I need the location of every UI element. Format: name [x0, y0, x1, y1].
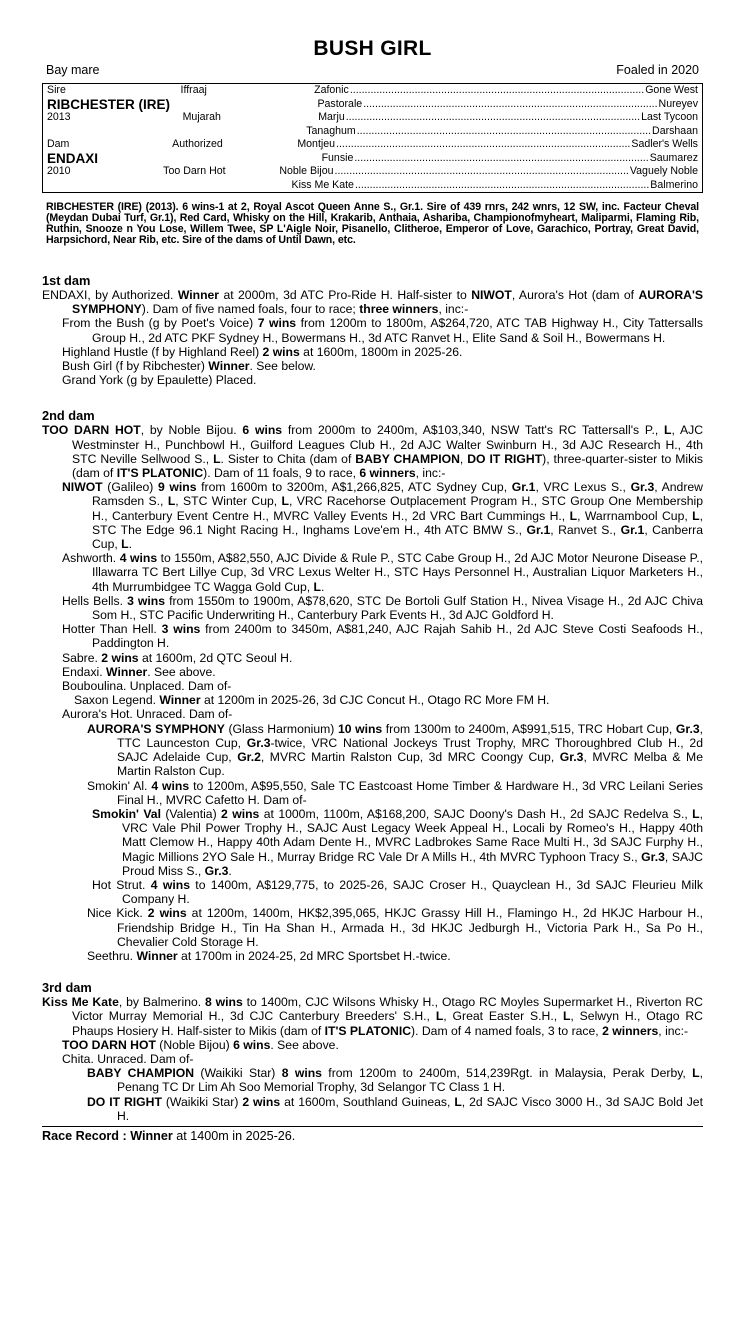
entry-text: L — [692, 508, 700, 523]
entry-text: . See below. — [249, 359, 316, 374]
entry-text: , VRC Lexus S., — [535, 480, 631, 495]
entry-text: Hells Bells. — [62, 593, 128, 608]
ggp-sire: Vaguely Noble — [629, 165, 698, 177]
entry-text: L — [454, 1094, 462, 1109]
family-entry — [42, 1038, 703, 1052]
entry-text: 4 wins — [119, 551, 158, 566]
dam-section — [42, 981, 703, 1123]
ggp-sire: Gone West — [645, 84, 698, 96]
entry-text: (Galileo) — [102, 480, 158, 495]
entry-text: Gr.3 — [641, 849, 665, 864]
leader-dots — [346, 111, 640, 125]
entry-text: L — [313, 579, 321, 594]
entry-text: Gr.3 — [630, 480, 655, 495]
entry-text: from 2400m to 3450m, A$81,240, AJC Rajah Sahib H., 2d AJC Steve Costi Seafoods H., Paddington H. — [92, 622, 703, 651]
foaled-year: Foaled in 2020 — [616, 63, 699, 77]
entry-text: L — [167, 494, 176, 509]
entry-text: Winner — [177, 288, 220, 302]
entry-text: L — [281, 494, 289, 509]
entry-text: (Noble Bijou) — [155, 1037, 234, 1052]
pedigree-cell-parent: RIBCHESTER (IRE) — [47, 96, 171, 112]
entry-text: L — [664, 423, 672, 438]
entry-text: , by Balmerino. — [118, 995, 206, 1010]
entry-text: from 1200m to 1800m, A$264,720, ATC TAB Highway H., City Tattersalls Group H., 2d ATC PKF Sydney H., Bowermans H., 3d ATC Ranvet H., Elite Sand & Soil H., Bowermans H. — [92, 316, 703, 345]
ggp-sire: Nureyev — [658, 97, 698, 110]
entry-text: L — [435, 1009, 444, 1024]
pedigree-cell-grandparent — [169, 179, 291, 193]
entry-text: at 1200m in 2025-26, 3d CJC Concut H., Otago RC More FM H. — [200, 693, 550, 708]
entry-text: L — [213, 451, 221, 466]
family-entry — [42, 480, 703, 551]
family-entry — [42, 1066, 703, 1094]
entry-text: L — [692, 806, 700, 821]
entry-text: Gr.1 — [526, 522, 551, 537]
entry-text: , — [459, 451, 468, 466]
pedigree-cell-ggp — [322, 152, 702, 166]
entry-text: to 1400m, CJC Wilsons Whisky H., Otago RC Moyles Supermarket H., Riverton RC Victor Murray Memorial H., 3d CJC Canterbury Breeders' S.H., — [72, 995, 703, 1024]
entry-text: Nice Kick. — [87, 906, 148, 921]
entry-text: , MVRC Martin Ralston Cup, 3d MRC Coongy Cup, — [260, 750, 560, 765]
pedigree-cell-grandparent — [182, 98, 317, 112]
pedigree-row — [43, 98, 702, 112]
entry-text: Chita. Unraced. Dam of- — [62, 1051, 194, 1066]
race-record — [42, 1127, 703, 1144]
entry-text: from 1200m to 2400m, 514,239Rgt. in Malaysia, Perak Derby, — [321, 1066, 693, 1081]
family-entry — [42, 373, 703, 387]
entry-text: from 1600m to 3200m, A$1,266,825, ATC Sydney Cup, — [196, 480, 512, 495]
family-entry — [42, 779, 703, 807]
entry-text: TOO DARN HOT — [42, 423, 141, 438]
entry-text: Endaxi. — [62, 664, 107, 679]
entry-text: TOO DARN HOT — [62, 1037, 156, 1052]
ggp-name: Noble Bijou — [279, 165, 334, 177]
entry-text: ), three-quarter-sister to Mikis (dam of — [72, 451, 703, 481]
entry-text: (Waikiki Star) — [161, 1094, 243, 1109]
entry-text: Seethru. — [87, 948, 137, 963]
entry-text: from 2000m to 2400m, A$103,340, NSW Tatt's RC Tattersall's P., — [282, 423, 665, 438]
entry-text: 2 wins — [242, 1094, 281, 1109]
entry-text: ). Dam of 4 named foals, 3 to race, — [411, 1023, 603, 1038]
entry-text: Bouboulina. Unplaced. Dam of- — [62, 679, 232, 694]
entry-text: Sabre. — [62, 650, 102, 665]
entry-text: Hotter Than Hell. — [62, 622, 162, 637]
family-entry — [42, 878, 703, 906]
entry-text: from 1550m to 1900m, A$78,620, STC De Bortoli Gulf Station H., Nivea Visage H., 2d AJC Chiva Som H., STC Pacific Underwriting H., Canterbury Park Events H., 3d AJC Goldford H. — [92, 593, 703, 623]
entry-text: ). Dam of 11 foals, 9 to race, — [203, 466, 360, 481]
pedigree-cell-parent: 2013 — [47, 111, 71, 123]
entry-text: From the Bush (g by Poet's Voice) — [62, 316, 258, 331]
entry-text: , Penang TC Dr Lim Ah Soo Memorial Trophy, 3d Selangor TC Class 1 H. — [117, 1066, 703, 1095]
entry-text: three winners — [359, 302, 439, 317]
family-entry — [42, 707, 703, 721]
entry-text: at 1200m, 1400m, HK$2,395,065, HKJC Grassy Hill H., Flamingo H., 2d HKJC Harbour H., Friendship Bridge H., Tin Ha Shan H., Armada H., 3d HKJC Jedburgh H., Victoria Park H., Sa Po H., Chevalier Cold Storage H. — [117, 906, 703, 949]
ggp-sire: Darshaan — [652, 124, 698, 137]
pedigree-cell-grandparent — [177, 125, 307, 139]
family-entry — [42, 423, 703, 480]
pedigree-row — [43, 84, 702, 98]
dam-section — [42, 409, 703, 963]
family-entry — [42, 651, 703, 665]
entry-text: , Warrnambool Cup, — [577, 508, 693, 523]
family-entry — [42, 359, 703, 373]
pedigree-table — [42, 83, 703, 193]
ggp-sire: Sadler's Wells — [631, 138, 698, 150]
entry-text: (Glass Harmonium) — [224, 721, 338, 736]
leader-dots — [363, 98, 657, 112]
entry-text: . — [228, 863, 232, 878]
entry-text: , STC Winter Cup, — [175, 494, 282, 509]
entry-text: , AJC Westminster H., Punchbowl H., Guilford Leagues Club H., 2d AJC Walter Swinburn H., 3d AJC Research H., 4th STC Neville Sellwood S., — [72, 423, 703, 466]
pedigree-cell-grandparent: Iffraaj — [180, 84, 207, 96]
entry-text: Gr.3 — [675, 721, 700, 736]
leader-dots — [335, 165, 629, 179]
entry-text: 2 wins — [221, 806, 260, 821]
leader-dots — [350, 84, 644, 98]
section-heading: 2nd dam — [42, 408, 95, 424]
entry-text: Saxon Legend. — [74, 693, 160, 708]
pedigree-cell-grandparent: Authorized — [172, 138, 223, 150]
entry-text: from 1300m to 2400m, A$991,515, TRC Hobart Cup, — [382, 721, 676, 736]
ggp-name: Zafonic — [314, 84, 349, 96]
entry-text: 2 wins — [262, 344, 300, 359]
entry-text: IT'S PLATONIC — [324, 1023, 412, 1038]
horse-info — [42, 63, 703, 77]
leader-dots — [336, 138, 630, 152]
entry-text: 7 wins — [257, 316, 297, 331]
entry-text: 9 wins — [157, 480, 197, 495]
entry-text: BABY CHAMPION — [355, 451, 460, 466]
family-entry — [42, 665, 703, 679]
sire-summary: RIBCHESTER (IRE) (2013). 6 wins-1 at 2, Royal Ascot Queen Anne S., Gr.1. Sire of 439 rnrs, 242 wnrs, 12 SW, inc. Facteur Cheval (Meydan Dubai Turf, Gr.1), Red Card, Whisky on the Hill, Krakarib, Anthaia, Ashariba, Championofmyheart, Maliparmi, Flaming Rib, Ruthin, Snooze n You Lose, Willem Twee, SP L'Aigle Noir, Pisanello, Clitheroe, Emperor of Love, Garachico, Portray, Great David, Harpsichord, Near Rib, etc. Sire of the dams of Until Dawn, etc. — [46, 201, 699, 246]
family-entry — [42, 906, 703, 949]
pedigree-cell-parent: ENDAXI — [47, 150, 99, 166]
entry-text: -twice, VRC National Jockeys Trust Trophy, MRC Thoroughbred Club H., 2d SAJC Adelaide Cup, — [117, 735, 703, 765]
pedigree-cell-ggp — [317, 98, 702, 112]
entry-text: AURORA'S SYMPHONY — [87, 721, 225, 736]
entry-text: ENDAXI, by Authorized. — [42, 288, 178, 302]
entry-text: . See above. — [147, 664, 216, 679]
entry-text: 4 wins — [150, 877, 190, 892]
pedigree-cell-parent — [43, 125, 177, 139]
entry-text: at 1700m in 2024-25, 2d MRC Sportsbet H.-twice. — [177, 948, 451, 963]
entry-text: 3 wins — [127, 593, 166, 608]
entry-text: 3 wins — [161, 622, 201, 637]
entry-text: Gr.3 — [246, 735, 271, 750]
entry-text: . — [320, 579, 325, 594]
family-entry — [42, 288, 703, 316]
entry-text: 6 winners — [359, 466, 416, 481]
entry-text: , VRC Racehorse Outplacement Program H., STC Group One Membership H., Canterbury Event Centre H., MVRC Valley Events H., 2d VRC Bart Cummings H., — [92, 494, 703, 523]
entry-text: L — [692, 1066, 700, 1081]
entry-text: AURORA'S SYMPHONY — [72, 288, 703, 317]
family-entry — [42, 551, 703, 594]
entry-text: ). Dam of five named foals, four to race; — [141, 302, 360, 317]
family-entry — [42, 949, 703, 963]
entry-text: L — [562, 1009, 571, 1024]
entry-text: , Canberra Cup, — [92, 522, 703, 552]
family-entry — [42, 1052, 703, 1066]
entry-text: to 1200m, A$95,550, Sale TC Eastcoast Home Timber & Hardware H., 3d VRC Leilani Series Final H., MVRC Cafetto H. Dam of- — [117, 778, 703, 807]
race-record-detail: at 1400m in 2025-26. — [172, 1128, 296, 1143]
ggp-name: Montjeu — [297, 138, 336, 150]
pedigree-cell-parent: 2010 — [47, 165, 71, 177]
pedigree-row — [43, 179, 702, 193]
leader-dots — [357, 125, 651, 139]
entry-text: , Andrew Ramsden S., — [92, 480, 703, 509]
ggp-name: Funsie — [321, 151, 354, 164]
pedigree-cell-ggp — [314, 84, 702, 98]
entry-text: , Great Easter S.H., — [443, 1009, 563, 1024]
entry-text: Smokin' Al. — [87, 778, 152, 793]
entry-text: BABY CHAMPION — [87, 1066, 195, 1081]
family-sections — [42, 274, 703, 1123]
entry-text: Smokin' Val — [92, 806, 161, 821]
entry-text: . — [128, 537, 132, 552]
race-record-winner: Winner — [130, 1128, 173, 1143]
pedigree-cell-grandparent: Too Darn Hot — [163, 165, 226, 177]
pedigree-cell-ggp — [297, 138, 702, 152]
entry-text: 8 wins — [281, 1066, 322, 1081]
pedigree-cell-parent — [43, 179, 169, 193]
family-entry — [42, 1095, 703, 1123]
pedigree-cell-ggp — [306, 125, 702, 139]
family-entry — [42, 722, 703, 779]
entry-text: L — [569, 508, 578, 523]
leader-dots — [355, 179, 649, 193]
entry-text: , SAJC Proud Miss S., — [122, 849, 703, 878]
pedigree-row — [43, 125, 702, 139]
section-heading: 3rd dam — [42, 980, 92, 996]
entry-text: Gr.1 — [620, 522, 645, 537]
pedigree-cell-parent: Dam — [47, 138, 70, 150]
entry-text: to 1400m, A$129,775, to 2025-26, SAJC Croser H., Quayclean H., 3d SAJC Fleurieu Milk Company H. — [122, 877, 703, 907]
entry-text: 6 wins — [242, 423, 283, 438]
ggp-name: Kiss Me Kate — [291, 178, 354, 191]
entry-text: , TTC Launceston Cup, — [117, 721, 703, 750]
pedigree-cell-ggp — [279, 165, 702, 179]
entry-text: Gr.1 — [511, 480, 536, 495]
entry-text: 6 wins — [233, 1037, 271, 1052]
pedigree-row — [43, 165, 702, 179]
family-entry — [42, 995, 703, 1038]
entry-text: , STC The Edge 96.1 Night Racing H., Inghams Love'em H., 4th ATC BMW S., — [92, 508, 704, 537]
entry-text: . Sister to Chita (dam of — [220, 451, 356, 466]
entry-text: IT'S PLATONIC — [116, 466, 204, 481]
ggp-name: Tanaghum — [306, 124, 356, 137]
family-entry — [42, 679, 703, 693]
entry-text: DO IT RIGHT — [87, 1094, 162, 1109]
entry-text: , Aurora's Hot (dam of — [511, 288, 639, 302]
pedigree-cell-ggp — [318, 111, 702, 125]
entry-text: Gr.2 — [237, 750, 261, 765]
family-entry — [42, 693, 703, 707]
entry-text: at 1000m, 1100m, A$168,200, SAJC Doony's Dash H., 2d SAJC Redelva S., — [259, 806, 693, 821]
entry-text: NIWOT — [62, 480, 103, 495]
leader-dots — [354, 152, 648, 166]
ggp-name: Pastorale — [317, 97, 363, 110]
dam-section — [42, 274, 703, 387]
entry-text: (Waikiki Star) — [194, 1066, 282, 1081]
entry-text: , 2d SAJC Visco 3000 H., 3d SAJC Bold Jet H. — [117, 1094, 703, 1123]
family-entry — [42, 316, 703, 344]
entry-text: , by Noble Bijou. — [140, 423, 243, 438]
entry-text: , VRC Vale Phil Power Trophy H., SAJC Aust Legacy Week Appeal H., Locali by Romeo's H., Happy 40th Matt Clemow H., Happy 40th Adam Dente H., MVRC Ladbrokes Same Race Multi H., 3d SAJC Furphy H., Magic Millions 2YO Sale H., Murray Bridge RC Vale Dr A Mills H., 4th MVRC Typhoon Tracy S., — [122, 806, 703, 864]
entry-text: at 1600m, 1800m in 2025-26. — [299, 344, 463, 359]
entry-text: , inc:- — [658, 1023, 689, 1038]
pedigree-row — [43, 152, 702, 166]
entry-text: Winner — [136, 948, 178, 963]
family-entry — [42, 594, 703, 622]
entry-text: Gr.3 — [204, 863, 229, 878]
entry-text: Gr.3 — [559, 750, 584, 765]
entry-text: 2 winners — [602, 1023, 659, 1038]
entry-text: , Ranvet S., — [550, 522, 621, 537]
entry-text: Winner — [106, 664, 148, 679]
entry-text: , inc:- — [415, 466, 446, 481]
entry-text: NIWOT — [471, 288, 512, 302]
entry-text: 8 wins — [205, 995, 243, 1010]
pedigree-cell-parent: Sire — [47, 84, 66, 96]
race-record-label: Race Record : — [42, 1128, 131, 1143]
colour-sex: Bay mare — [46, 63, 100, 77]
entry-text: Hot Strut. — [92, 877, 151, 892]
ggp-sire: Saumarez — [649, 151, 698, 164]
entry-text: Bush Girl (f by Ribchester) — [62, 359, 209, 374]
entry-text: Winner — [208, 359, 250, 374]
entry-text: Ashworth. — [62, 551, 120, 566]
ggp-sire: Balmerino — [650, 178, 698, 191]
pedigree-cell-grandparent: Mujarah — [182, 111, 221, 123]
entry-text: 2 wins — [101, 650, 139, 665]
entry-text: , MVRC Melba & Me Martin Ralston Cup. — [117, 750, 703, 779]
pedigree-cell-grandparent — [184, 152, 321, 166]
family-entry — [42, 622, 703, 650]
entry-text: Grand York (g by Epaulette) Placed. — [62, 373, 257, 388]
entry-text: L — [121, 537, 129, 552]
family-entry — [42, 807, 703, 878]
horse-name: BUSH GIRL — [313, 37, 432, 60]
entry-text: . See above. — [270, 1037, 339, 1052]
entry-text: Highland Hustle (f by Highland Reel) — [62, 344, 263, 359]
pedigree-row — [43, 138, 702, 152]
entry-text: Kiss Me Kate — [42, 995, 119, 1010]
family-entry — [42, 345, 703, 359]
entry-text: Aurora's Hot. Unraced. Dam of- — [62, 707, 233, 722]
entry-text: 4 wins — [151, 778, 190, 793]
section-heading: 1st dam — [42, 273, 91, 288]
entry-text: , Selwyn H., Otago RC Phaups Hosiery H. Half-sister to Mikis (dam of — [72, 1009, 703, 1038]
pedigree-cell-ggp — [292, 179, 702, 193]
pedigree-page — [42, 0, 703, 1144]
entry-text: at 1600m, 2d QTC Seoul H. — [138, 650, 293, 665]
entry-text: , inc:- — [438, 302, 469, 317]
ggp-name: Marju — [318, 111, 345, 123]
entry-text: at 2000m, 3d ATC Pro-Ride H. Half-sister to — [219, 288, 472, 302]
entry-text: at 1600m, Southland Guineas, — [280, 1094, 455, 1109]
pedigree-row — [43, 111, 702, 125]
ggp-sire: Last Tycoon — [641, 111, 698, 123]
entry-text: 2 wins — [147, 906, 187, 921]
entry-text: to 1550m, A$82,550, AJC Divide & Rule P., STC Cabe Group H., 2d AJC Motor Neurone Disease P., Illawarra TC Bert Lillye Cup, 3d VRC Lexus Welter H., STC Hays Personnel H., Australian Liquor Marketers H., 4th Murrumbidgee TC Wagga Gold Cup, — [92, 551, 704, 594]
entry-text: (Valentia) — [160, 806, 222, 821]
entry-text: 10 wins — [337, 721, 383, 736]
entry-text: DO IT RIGHT — [467, 451, 543, 466]
entry-text: Winner — [159, 693, 201, 708]
